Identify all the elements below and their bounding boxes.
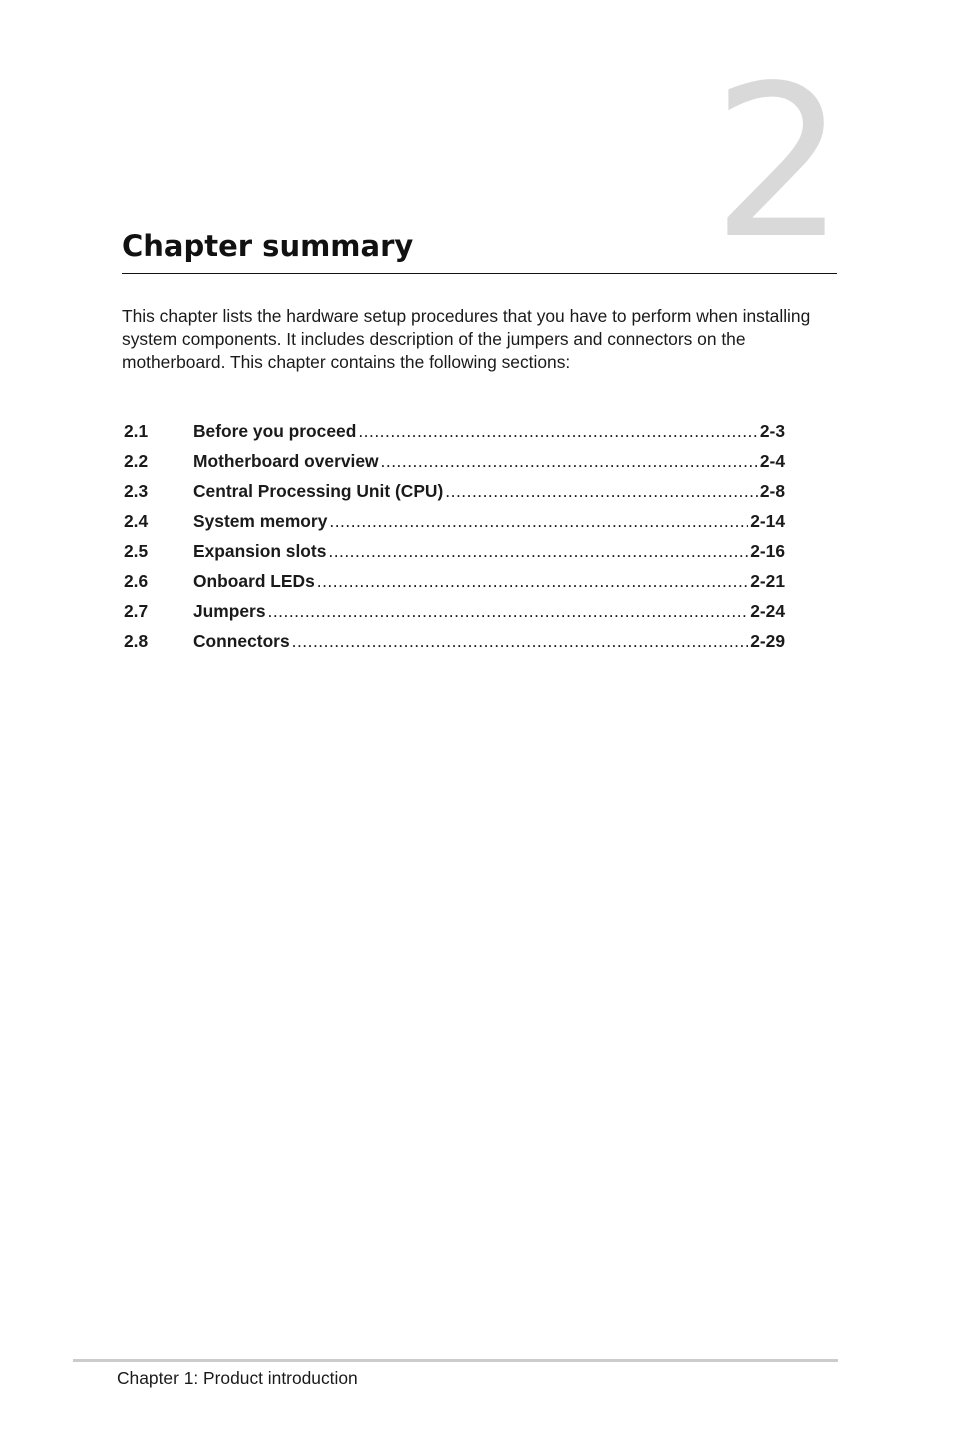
toc-dot-leader (329, 506, 748, 536)
toc-title: Jumpers (193, 601, 266, 621)
toc-entry-2-3[interactable] (124, 476, 785, 506)
toc-page-number: 2-24 (750, 601, 785, 621)
toc-title: Expansion slots (193, 541, 327, 561)
chapter-number: 2 (712, 40, 846, 285)
toc-page-number: 2-4 (759, 451, 785, 471)
toc-entry-2-1[interactable] (124, 416, 785, 446)
toc-number: 2.1 (124, 421, 149, 441)
toc-title: System memory (193, 511, 328, 531)
toc-dot-leader (292, 626, 749, 656)
toc-title: Connectors (193, 631, 290, 651)
toc-entry-2-5[interactable] (124, 536, 785, 566)
toc-entry-2-8[interactable] (124, 626, 785, 656)
toc-entry-2-6[interactable] (124, 566, 785, 596)
toc-entry-2-7[interactable] (124, 596, 785, 626)
toc-page-number: 2-3 (759, 421, 785, 441)
toc-title: Central Processing Unit (CPU) (193, 481, 444, 501)
title-divider (122, 273, 837, 274)
toc-number: 2.2 (124, 451, 149, 471)
toc-page-number: 2-16 (750, 541, 785, 561)
toc-title: Motherboard overview (193, 451, 379, 471)
toc-number: 2.6 (124, 571, 149, 591)
footer-chapter-label: Chapter 1: Product introduction (117, 1368, 358, 1388)
toc-title: Before you proceed (193, 421, 357, 441)
toc-dot-leader (358, 416, 758, 446)
toc-dot-leader (317, 566, 748, 596)
toc-dot-leader (268, 596, 749, 626)
toc-number: 2.3 (124, 481, 149, 501)
toc-number: 2.8 (124, 631, 149, 651)
intro-paragraph: This chapter lists the hardware setup procedures that you have to perform when installing system components. It includes description of the jumpers and connectors on the motherboard. This chapter contains the following sections: (122, 306, 811, 372)
toc-page-number: 2-29 (750, 631, 785, 651)
toc-number: 2.4 (124, 511, 149, 531)
toc-page-number: 2-8 (759, 481, 785, 501)
table-of-contents (124, 416, 785, 656)
toc-dot-leader (445, 476, 758, 506)
toc-page-number: 2-21 (750, 571, 785, 591)
footer-divider (73, 1359, 838, 1362)
chapter-title: Chapter summary (122, 229, 414, 263)
toc-number: 2.7 (124, 601, 149, 621)
toc-dot-leader (381, 446, 758, 476)
toc-entry-2-2[interactable] (124, 446, 785, 476)
toc-number: 2.5 (124, 541, 149, 561)
toc-page-number: 2-14 (750, 511, 785, 531)
toc-dot-leader (328, 536, 748, 566)
toc-entry-2-4[interactable] (124, 506, 785, 536)
toc-title: Onboard LEDs (193, 571, 315, 591)
